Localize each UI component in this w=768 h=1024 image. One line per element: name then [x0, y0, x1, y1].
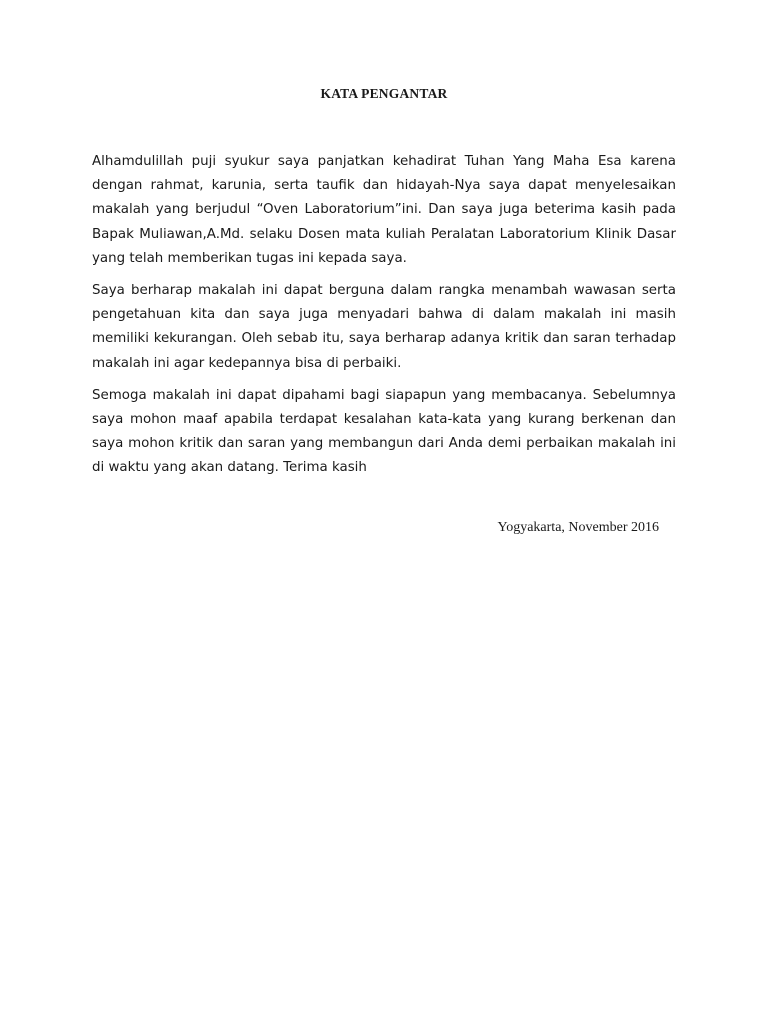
paragraph-2: Saya berharap makalah ini dapat berguna dalam rangka menambah wawasan serta pengetahuan kita dan saya juga menyadari bahwa di dalam makalah ini masih memiliki kekurangan. Oleh sebab itu, saya berharap adanya kritik dan saran terhadap makalah ini agar kedepannya bisa di perbaiki. [92, 283, 676, 371]
place-date: Yogyakarta, November 2016 [497, 520, 659, 535]
document-title: KATA PENGANTAR [320, 86, 448, 101]
document-body [92, 150, 676, 489]
paragraph-1: Alhamdulillah puji syukur saya panjatkan kehadirat Tuhan Yang Maha Esa karena dengan rahmat, karunia, serta taufik dan hidayah-Nya saya dapat menyelesaikan makalah yang berjudul “Oven Laboratorium”ini. Dan saya juga beterima kasih pada Bapak Muliawan,A.Md. selaku Dosen mata kuliah Peralatan Laboratorium Klinik Dasar yang telah memberikan tugas ini kepada saya. [92, 154, 676, 266]
paragraph-3: Semoga makalah ini dapat dipahami bagi siapapun yang membacanya. Sebelumnya saya mohon maaf apabila terdapat kesalahan kata-kata yang kurang berkenan dan saya mohon kritik dan saran yang membangun dari Anda demi perbaikan makalah ini di waktu yang akan datang. Terima kasih [92, 387, 676, 476]
